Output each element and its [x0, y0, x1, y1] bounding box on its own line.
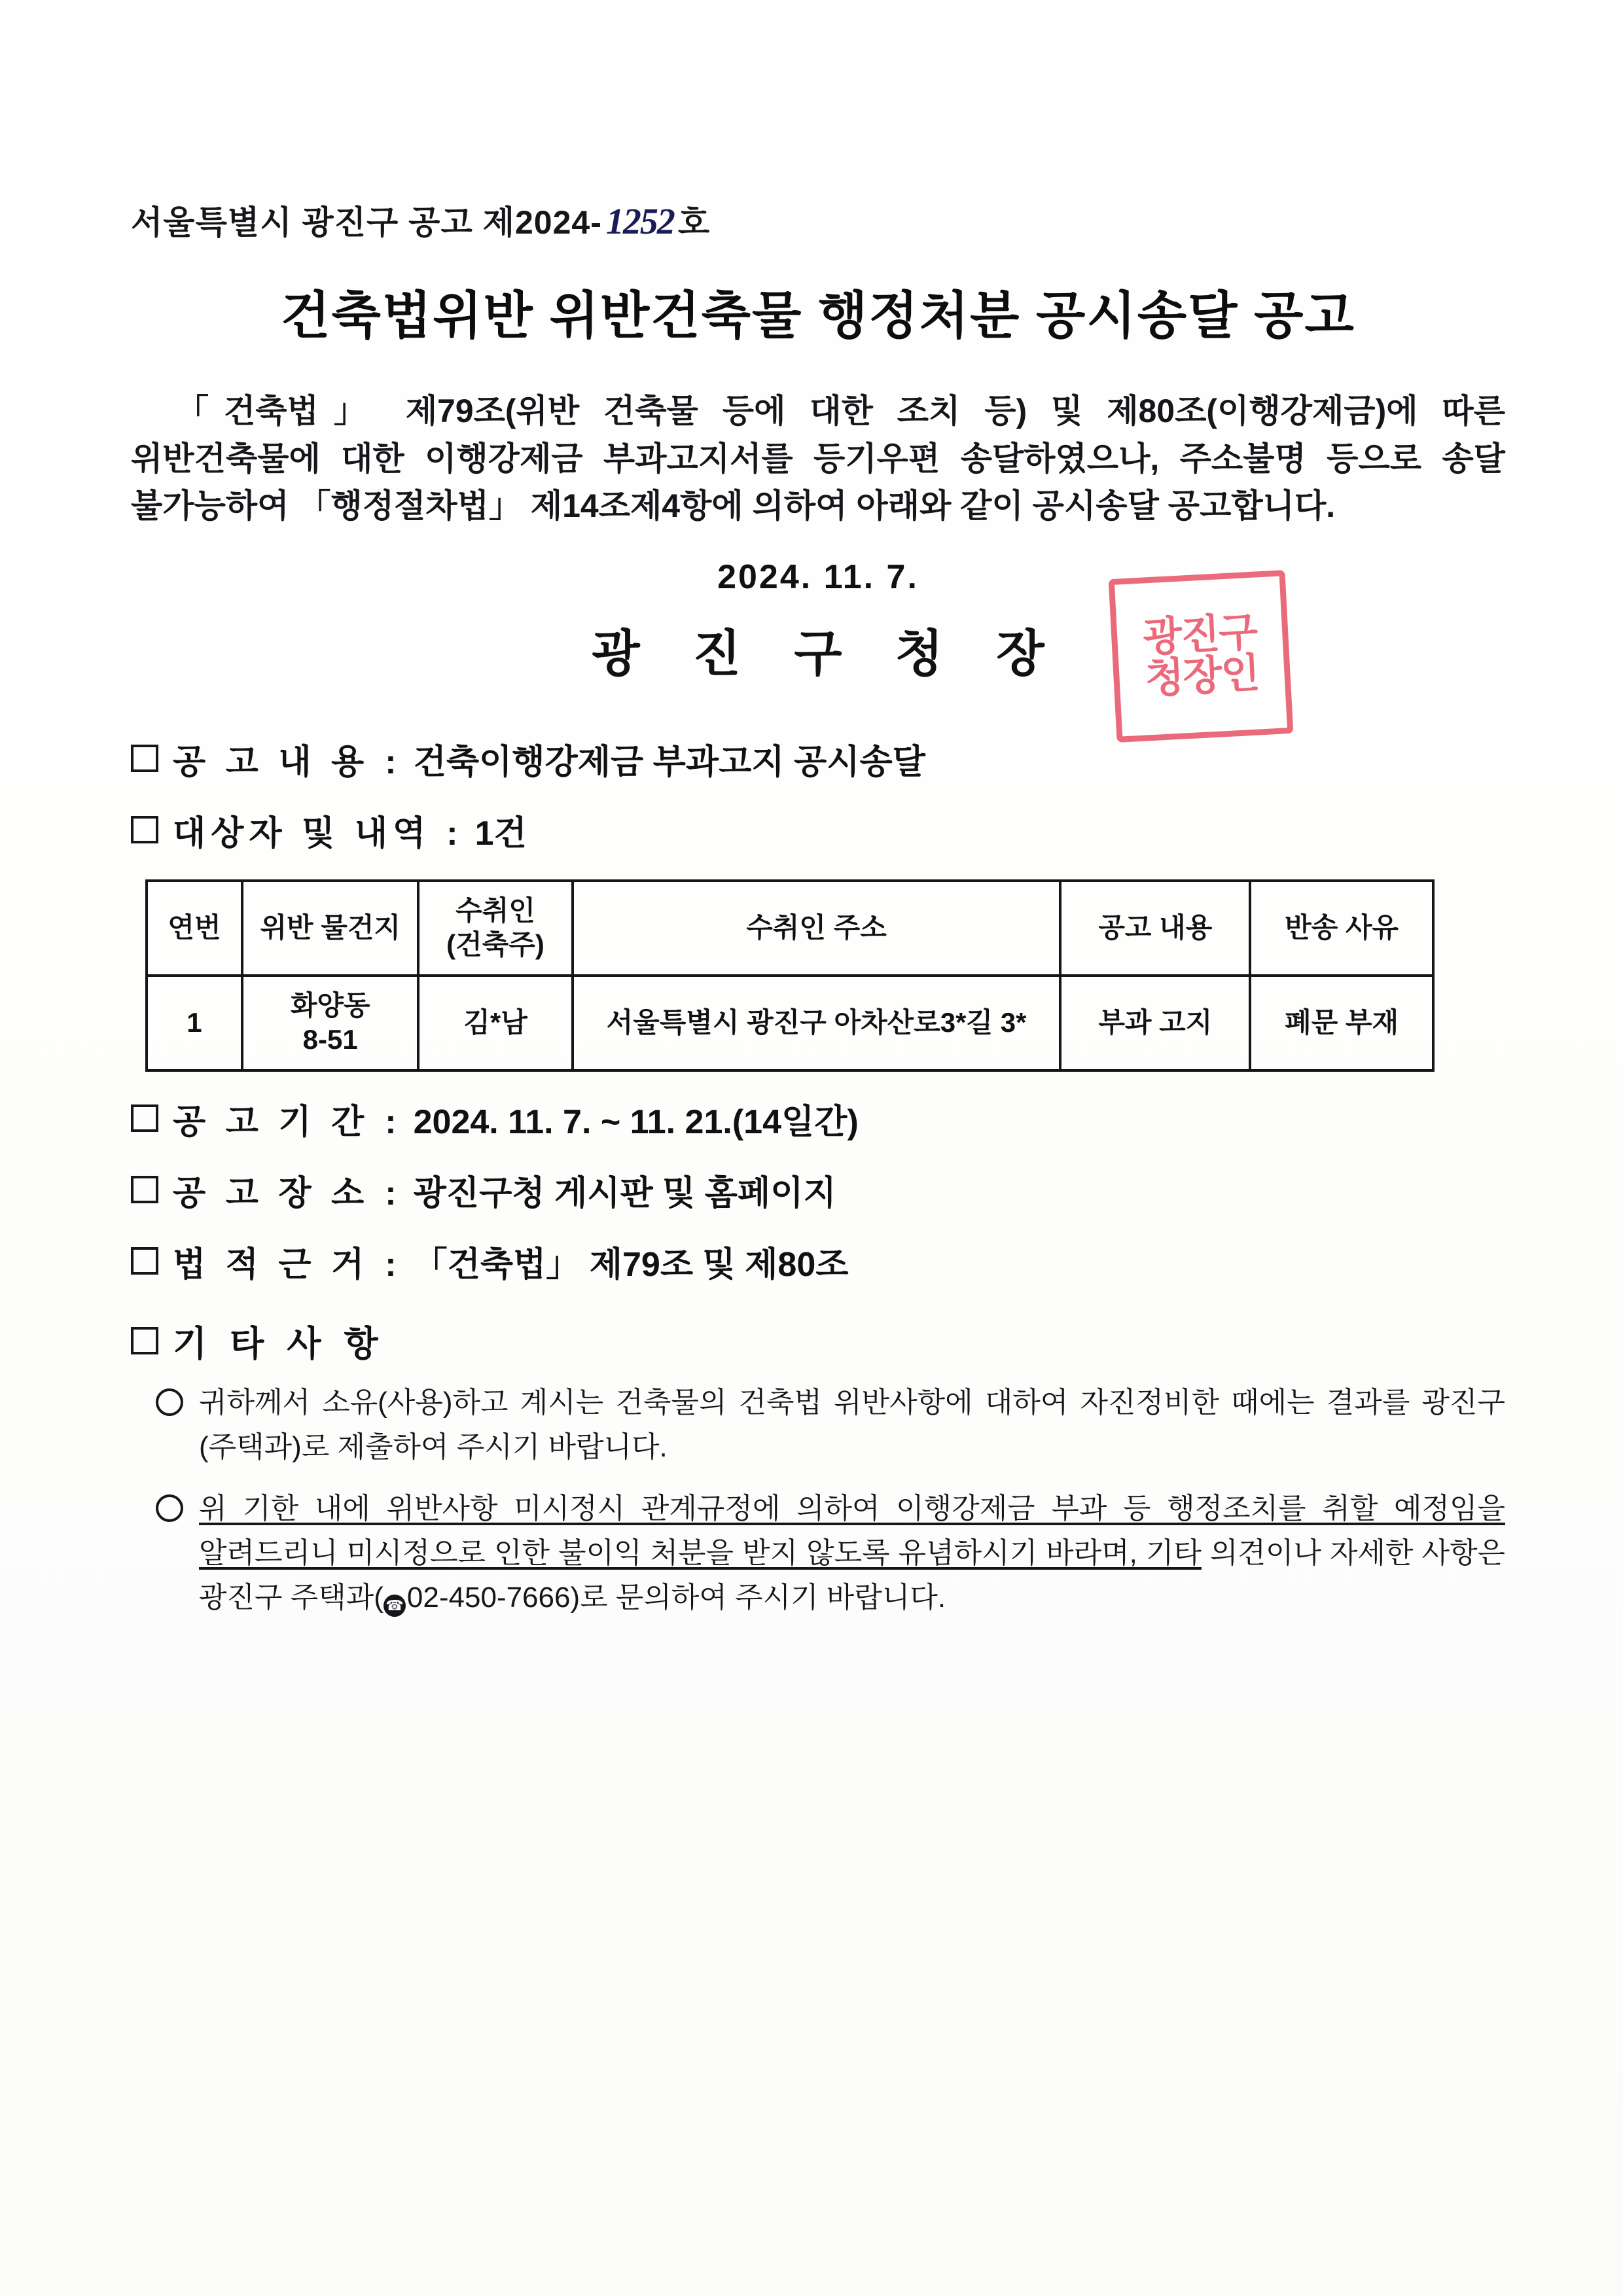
field-separator: :: [385, 743, 397, 781]
field-notice-period: [131, 1094, 1505, 1143]
field-target-summary: [131, 805, 1505, 855]
field-separator: :: [385, 1103, 397, 1141]
circle-bullet-icon: [156, 1494, 183, 1522]
announcement-number-line: [131, 196, 1505, 243]
field-separator: :: [446, 814, 458, 853]
cell-site-line1: 화양동: [290, 989, 370, 1021]
list-item: [156, 1487, 1505, 1621]
cell-site: [242, 976, 419, 1070]
table-header-row: [147, 881, 1433, 976]
seal-text: [1141, 609, 1260, 701]
checkbox-icon: [131, 745, 158, 772]
other-matters-text-2-rest-suffix: )로 문의하여 주시기 바랍니다.: [570, 1581, 946, 1614]
cell-address: 서울특별시 광진구 아차산로3*길 3*: [573, 976, 1061, 1070]
cell-no: 1: [147, 976, 242, 1070]
issuer-row: [131, 609, 1505, 712]
field-separator: :: [385, 1245, 397, 1284]
field-value-notice-content: 건축이행강제금 부과고지 공시송달: [413, 743, 925, 781]
table-row: [147, 976, 1433, 1070]
checkbox-icon: [131, 1104, 158, 1132]
column-header-owner-line2: (건축주): [446, 929, 544, 960]
field-label-notice-period: 공 고 기 간: [173, 1103, 370, 1141]
field-label-notice-place: 공 고 장 소: [173, 1174, 370, 1212]
cell-site-line2: 8-51: [302, 1024, 358, 1055]
field-label-legal-basis: 법 적 근 거: [173, 1245, 370, 1284]
checkbox-icon: [131, 1327, 158, 1354]
announcement-number-suffix: 호: [677, 204, 711, 241]
cell-reason: 폐문 부재: [1250, 976, 1433, 1070]
list-item: [156, 1381, 1505, 1470]
document-content: [131, 196, 1505, 1637]
table-body: [147, 976, 1433, 1070]
field-notice-place: [131, 1165, 1505, 1214]
table-header: [147, 881, 1433, 976]
cell-notice: 부과 고지: [1060, 976, 1250, 1070]
field-other-matters: [131, 1316, 1505, 1366]
other-matters-list: [156, 1381, 1505, 1621]
field-label-notice-content: 공 고 내 용: [173, 743, 370, 781]
seal-line-2: 청장인: [1144, 650, 1260, 701]
issuer-name: 광 진 구 청 장: [592, 626, 1064, 682]
announcement-number-handwritten: 1252: [605, 202, 674, 242]
field-value-notice-place: 광진구청 게시판 및 홈페이지: [413, 1174, 836, 1212]
cell-owner: 김*남: [418, 976, 572, 1070]
field-label-target-summary: 대상자 및 내역: [173, 814, 431, 853]
phone-icon: ☎: [383, 1595, 406, 1617]
field-value-legal-basis: 「건축법」 제79조 및 제80조: [413, 1245, 849, 1284]
other-matters-text-2: [199, 1487, 1505, 1621]
checkbox-icon: [131, 1176, 158, 1203]
field-notice-content: [131, 734, 1505, 783]
field-value-notice-period: 2024. 11. 7. ~ 11. 21.(14일간): [413, 1103, 859, 1141]
column-header-no: 연번: [147, 881, 242, 976]
page-title: 건축법위반 위반건축물 행정처분 공시송달 공고: [281, 287, 1355, 344]
intro-text: 「건축법」 제79조(위반 건축물 등에 대한 조치 등) 및 제80조(이행강제금)에 따른 위반건축물에 대한 이행강제금 부과고지서를 등기우편 송달하였으나, 주소불명 등으로 송달 불가능하여 「행정절차법」 제14조제4항에 의하여 아래와 같이 공시송달 공고합니다.: [131, 393, 1505, 524]
other-matters-text-1: 귀하께서 소유(사용)하고 계시는 건축물의 건축법 위반사항에 대하여 자진정비한 때에는 결과를 광진구(주택과)로 제출하여 주시기 바랍니다.: [199, 1386, 1505, 1463]
announcement-date: 2024. 11. 7.: [717, 557, 919, 596]
target-table: [145, 879, 1435, 1072]
other-matters-phone: 02-450-7666: [406, 1581, 571, 1614]
column-header-address: 수취인 주소: [573, 881, 1061, 976]
field-label-other-matters: 기 타 사 항: [173, 1324, 385, 1364]
field-value-target-summary: 1건: [474, 814, 527, 853]
column-header-notice: 공고 내용: [1060, 881, 1250, 976]
seal-line-1: 광진구: [1141, 609, 1258, 660]
official-seal: [1109, 570, 1294, 743]
column-header-site: 위반 물건지: [242, 881, 419, 976]
column-header-reason: 반송 사유: [1250, 881, 1433, 976]
announcement-number-prefix: 서울특별시 광진구 공고 제2024-: [131, 204, 602, 241]
column-header-owner: [418, 881, 572, 976]
checkbox-icon: [131, 816, 158, 843]
other-matters-text-2-underlined: 위 기한 내에 위반사항 미시정시 관계규정에 의하여 이행강제금 부과 등 행정조치를 취할 예정임을 알려드리니 미시정으로 인한 불이익 처분을 받지 않도록 유념하시기 바라며, 기타: [199, 1492, 1505, 1570]
intro-paragraph: [131, 387, 1505, 530]
column-header-owner-line1: 수취인: [455, 894, 535, 926]
checkbox-icon: [131, 1247, 158, 1275]
circle-bullet-icon: [156, 1388, 183, 1416]
other-matters-text-2-rest-prefix: 의견이나 자세한 사항은 광진구 주택과(: [199, 1537, 1505, 1614]
field-legal-basis: [131, 1237, 1505, 1286]
field-separator: :: [385, 1174, 397, 1212]
